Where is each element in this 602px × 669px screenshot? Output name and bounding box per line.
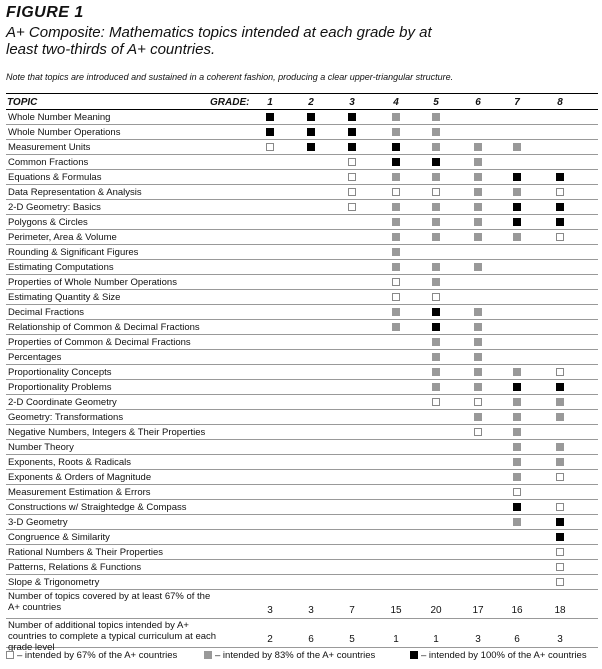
gray-square-icon [474,203,482,211]
additional-value: 6 [514,634,520,645]
black-square-icon [513,203,521,211]
open-square-icon [556,473,564,481]
gray-square-icon [432,278,440,286]
topic-label: Equations & Formulas [8,172,102,183]
table-row [6,335,598,350]
gray-square-icon [392,233,400,241]
topic-label: Relationship of Common & Decimal Fractions [8,322,200,333]
open-square-icon [474,428,482,436]
gray-square-icon [513,518,521,526]
black-square-icon [266,128,274,136]
topic-label: Rounding & Significant Figures [8,247,139,258]
table-row [6,410,598,425]
covered-value: 3 [308,605,314,616]
open-square-icon [556,503,564,511]
table-row [6,305,598,320]
gray-square-icon [474,158,482,166]
covered-value: 15 [390,605,402,616]
topic-label: Estimating Computations [8,262,114,273]
open-square-icon [556,233,564,241]
gray-square-icon [432,203,440,211]
covered-value: 20 [430,605,442,616]
gray-square-icon [513,413,521,421]
open-square-icon [348,203,356,211]
open-square-icon [432,188,440,196]
topic-label: Decimal Fractions [8,307,85,318]
topic-label: Data Representation & Analysis [8,187,142,198]
table-row [6,260,598,275]
gray-square-icon [392,173,400,181]
topic-label: Properties of Common & Decimal Fractions [8,337,191,348]
topic-table [6,110,598,590]
covered-summary-label: Number of topics covered by at least 67% of the A+ countries [8,591,211,613]
table-row [6,380,598,395]
gray-square-icon [556,458,564,466]
grade-number: 2 [308,97,314,108]
legend-item-83: – intended by 83% of the A+ countries [204,650,375,661]
topic-label: 3-D Geometry [8,517,68,528]
legend-item-100: – intended by 100% of the A+ countries [410,650,587,661]
table-row [6,470,598,485]
topic-label: Measurement Estimation & Errors [8,487,151,498]
topic-label: Whole Number Meaning [8,112,111,123]
topic-label: Measurement Units [8,142,91,153]
topic-label: Exponents, Roots & Radicals [8,457,132,468]
additional-value: 5 [349,634,355,645]
black-square-icon [348,143,356,151]
open-square-icon [556,188,564,196]
table-row [6,185,598,200]
open-square-icon [392,188,400,196]
gray-square-icon [432,263,440,271]
topic-header: TOPIC [7,97,38,108]
black-square-icon [513,383,521,391]
gray-square-icon [432,383,440,391]
topic-label: Negative Numbers, Integers & Their Properties [8,427,206,438]
black-square-icon [556,533,564,541]
table-row [6,350,598,365]
open-square-icon [556,578,564,586]
topic-label: Patterns, Relations & Functions [8,562,142,573]
table-row [6,485,598,500]
gray-square-icon [474,308,482,316]
open-square-icon [348,173,356,181]
black-square-icon [348,128,356,136]
topic-label: Exponents & Orders of Magnitude [8,472,152,483]
covered-value: 3 [267,605,273,616]
open-square-icon [474,398,482,406]
gray-square-icon [432,338,440,346]
gray-square-icon [392,308,400,316]
gray-square-icon [392,113,400,121]
covered-summary-row [6,590,598,619]
gray-square-icon [513,143,521,151]
black-square-icon [392,158,400,166]
gray-square-icon [474,233,482,241]
additional-summary-label: Number of additional topics intended by A+ countries to complete a typical curriculum at each grade level [8,620,217,653]
topic-label: 2-D Coordinate Geometry [8,397,117,408]
figure-title: A+ Composite: Mathematics topics intended at each grade by at least two-thirds of A+ countries. [6,24,432,58]
gray-square-icon [513,458,521,466]
gray-square-icon [204,651,212,659]
table-row [6,515,598,530]
legend-item-67: – intended by 67% of the A+ countries [6,650,177,661]
topic-label: Polygons & Circles [8,217,88,228]
table-row [6,290,598,305]
gray-square-icon [556,413,564,421]
table-row [6,200,598,215]
gray-square-icon [432,233,440,241]
gray-square-icon [513,473,521,481]
gray-square-icon [392,128,400,136]
header-top-rule [6,93,598,94]
topic-label: Rational Numbers & Their Properties [8,547,164,558]
black-square-icon [513,503,521,511]
table-row [6,170,598,185]
black-square-icon [513,173,521,181]
black-square-icon [556,173,564,181]
open-square-icon [348,158,356,166]
table-row [6,545,598,560]
gray-square-icon [474,263,482,271]
table-row [6,575,598,590]
grade-number: 5 [433,97,439,108]
gray-square-icon [432,218,440,226]
additional-value: 2 [267,634,273,645]
covered-value: 16 [511,605,523,616]
gray-square-icon [513,233,521,241]
table-row [6,110,598,125]
black-square-icon [307,143,315,151]
open-square-icon [556,548,564,556]
figure-label: FIGURE 1 [6,4,84,21]
table-row [6,425,598,440]
table-row [6,275,598,290]
black-square-icon [307,113,315,121]
topic-label: Percentages [8,352,62,363]
grade-number: 1 [267,97,273,108]
covered-value: 7 [349,605,355,616]
gray-square-icon [432,173,440,181]
table-row [6,230,598,245]
black-square-icon [432,158,440,166]
black-square-icon [556,203,564,211]
gray-square-icon [513,443,521,451]
black-square-icon [513,218,521,226]
black-square-icon [432,323,440,331]
gray-square-icon [474,323,482,331]
black-square-icon [432,308,440,316]
black-square-icon [392,143,400,151]
open-square-icon [432,398,440,406]
gray-square-icon [432,368,440,376]
grade-number: 7 [514,97,520,108]
gray-square-icon [474,353,482,361]
table-row [6,215,598,230]
additional-value: 3 [557,634,563,645]
gray-square-icon [474,173,482,181]
gray-square-icon [392,323,400,331]
covered-value: 17 [472,605,484,616]
gray-square-icon [474,413,482,421]
topic-label: Constructions w/ Straightedge & Compass [8,502,187,513]
table-row [6,500,598,515]
gray-square-icon [432,113,440,121]
table-row [6,140,598,155]
table-row [6,440,598,455]
topic-label: Properties of Whole Number Operations [8,277,177,288]
table-row [6,155,598,170]
topic-label: Number Theory [8,442,74,453]
topic-label: Estimating Quantity & Size [8,292,121,303]
topic-label: 2-D Geometry: Basics [8,202,101,213]
gray-square-icon [474,188,482,196]
topic-label: Common Fractions [8,157,89,168]
grade-number: 3 [349,97,355,108]
gray-square-icon [432,128,440,136]
black-square-icon [266,113,274,121]
gray-square-icon [513,368,521,376]
gray-square-icon [513,398,521,406]
black-square-icon [556,218,564,226]
gray-square-icon [392,248,400,256]
open-square-icon [513,488,521,496]
table-row [6,320,598,335]
table-row [6,125,598,140]
gray-square-icon [556,398,564,406]
grade-header: GRADE: [210,97,250,108]
table-row [6,395,598,410]
topic-label: Slope & Trigonometry [8,577,100,588]
gray-square-icon [513,428,521,436]
grade-number: 4 [393,97,399,108]
additional-summary-row [6,619,598,653]
gray-square-icon [474,383,482,391]
gray-square-icon [392,203,400,211]
grade-number: 6 [475,97,481,108]
gray-square-icon [513,188,521,196]
table-row [6,455,598,470]
table-row [6,365,598,380]
additional-value: 3 [475,634,481,645]
black-square-icon [348,113,356,121]
gray-square-icon [392,263,400,271]
additional-value: 1 [393,634,399,645]
black-square-icon [410,651,418,659]
open-square-icon [348,188,356,196]
additional-value: 6 [308,634,314,645]
table-row [6,560,598,575]
topic-label: Geometry: Transformations [8,412,124,423]
black-square-icon [307,128,315,136]
open-square-icon [556,563,564,571]
gray-square-icon [432,353,440,361]
topic-label: Proportionality Concepts [8,367,112,378]
gray-square-icon [474,218,482,226]
open-square-icon [266,143,274,151]
gray-square-icon [474,368,482,376]
additional-value: 1 [433,634,439,645]
table-row [6,245,598,260]
open-square-icon [6,651,14,659]
gray-square-icon [474,338,482,346]
figure-note: Note that topics are introduced and sustained in a coherent fashion, producing a clear upper-triangular structure. [6,72,454,82]
topic-label: Whole Number Operations [8,127,121,138]
gray-square-icon [392,218,400,226]
gray-square-icon [432,143,440,151]
open-square-icon [392,278,400,286]
gray-square-icon [474,143,482,151]
open-square-icon [432,293,440,301]
black-square-icon [556,383,564,391]
table-row [6,530,598,545]
topic-label: Congruence & Similarity [8,532,110,543]
topic-label: Perimeter, Area & Volume [8,232,117,243]
open-square-icon [556,368,564,376]
covered-value: 18 [554,605,566,616]
gray-square-icon [556,443,564,451]
open-square-icon [392,293,400,301]
topic-label: Proportionality Problems [8,382,112,393]
grade-number: 8 [557,97,563,108]
black-square-icon [556,518,564,526]
